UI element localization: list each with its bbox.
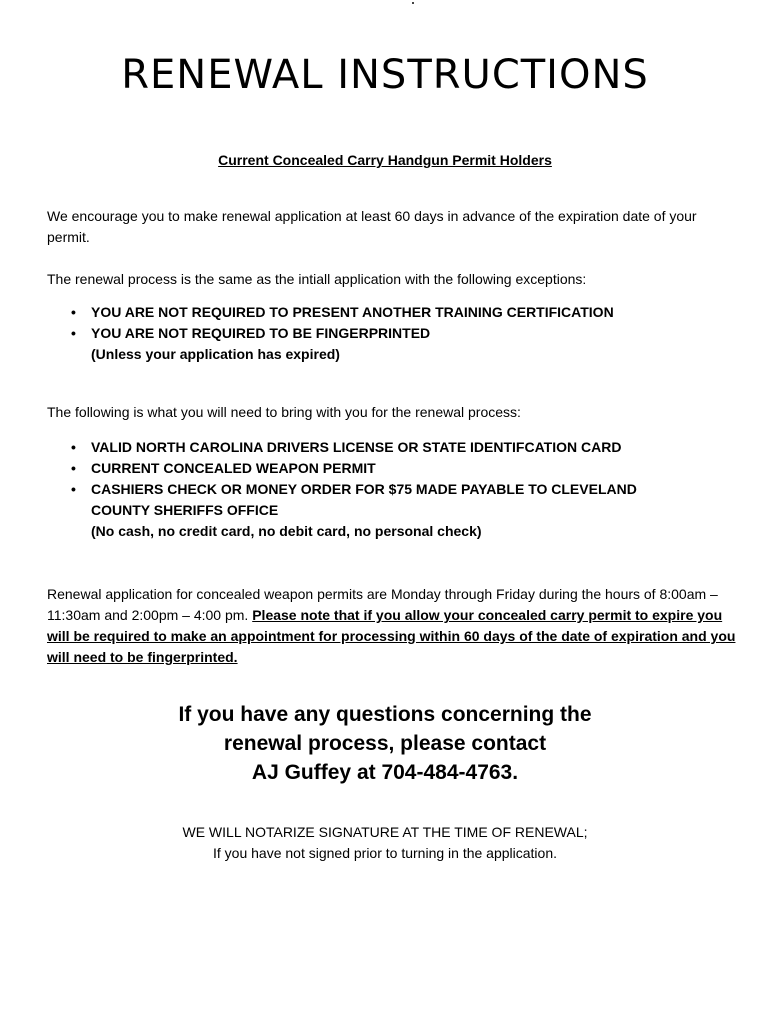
- contact-line: renewal process, please contact: [223, 732, 547, 755]
- list-item-note: (Unless your application has expired): [91, 346, 340, 362]
- list-item-text: VALID NORTH CAROLINA DRIVERS LICENSE OR STATE IDENTIFCATION CARD: [91, 439, 622, 455]
- contact-phone-line: AJ Guffey at 704-484-4763.: [251, 761, 519, 784]
- list-item-text: YOU ARE NOT REQUIRED TO BE FINGERPRINTED: [91, 325, 431, 341]
- list-item: [47, 437, 737, 458]
- contact-block: [0, 700, 770, 787]
- intro-paragraph: We encourage you to make renewal application at least 60 days in advance of the expiration date of your permit.: [47, 208, 697, 245]
- bring-intro: The following is what you will need to bring with you for the renewal process:: [47, 404, 521, 420]
- list-item-text: CASHIERS CHECK OR MONEY ORDER FOR $75 MADE PAYABLE TO CLEVELAND COUNTY SHERIFFS OFFICE: [91, 481, 637, 518]
- bullet-icon: •: [71, 481, 76, 497]
- document-subtitle: Current Concealed Carry Handgun Permit Holders: [218, 152, 552, 168]
- list-item: [47, 323, 737, 365]
- list-item: [47, 302, 737, 323]
- notary-line: WE WILL NOTARIZE SIGNATURE AT THE TIME OF RENEWAL;: [182, 824, 588, 840]
- expiration-warning: Please note that if you allow your concealed carry permit to expire you will be required to make an appointment for processing within 60 days of the date of expiration and you will need to be fingerprinted.: [47, 607, 736, 665]
- notary-block: [0, 822, 770, 864]
- document-title: RENEWAL INSTRUCTIONS: [121, 52, 649, 98]
- bring-list: [47, 437, 737, 542]
- scan-speck: [412, 2, 414, 4]
- hours-text: Renewal application for concealed weapon permits are Monday through Friday during the hours of 8:00am – 11:30am and 2:00pm – 4:00 pm.: [47, 586, 718, 623]
- bullet-icon: •: [71, 439, 76, 455]
- list-item-note: (No cash, no credit card, no debit card, no personal check): [91, 523, 482, 539]
- bullet-icon: •: [71, 325, 76, 341]
- list-item: [47, 458, 737, 479]
- notary-line: If you have not signed prior to turning in the application.: [213, 845, 557, 861]
- contact-line: If you have any questions concerning the: [178, 703, 592, 726]
- list-item-text: CURRENT CONCEALED WEAPON PERMIT: [91, 460, 376, 476]
- bullet-icon: •: [71, 460, 76, 476]
- bullet-icon: •: [71, 304, 76, 320]
- exceptions-intro: The renewal process is the same as the intiall application with the following exceptions:: [47, 271, 587, 287]
- hours-paragraph: [47, 584, 737, 668]
- list-item: [47, 479, 737, 542]
- exceptions-list: [47, 302, 737, 365]
- list-item-text: YOU ARE NOT REQUIRED TO PRESENT ANOTHER TRAINING CERTIFICATION: [91, 304, 614, 320]
